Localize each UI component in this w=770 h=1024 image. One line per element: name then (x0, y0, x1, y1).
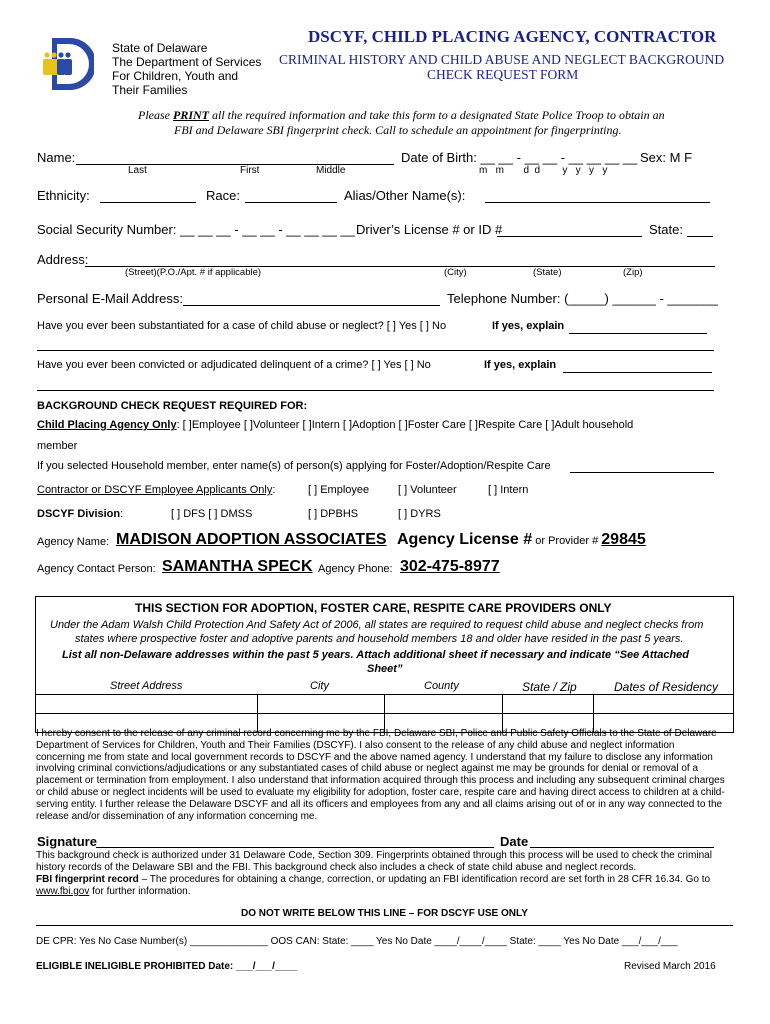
alias-label: Alias/Other Name(s): (344, 188, 466, 203)
signature-label: Signature (37, 834, 97, 849)
contact-label: Agency Contact Person: (37, 563, 156, 575)
consent-line: release and/or dissemination of any information concerning me. (36, 810, 318, 822)
division-dyrs-checkbox[interactable]: [ ] DYRS (398, 508, 441, 520)
providers-line-1: Under the Adam Walsh Child Protection And Safety Act of 2006, all states are required to request child abuse and neglect checks from (50, 619, 704, 631)
col-street: Street Address (110, 680, 183, 692)
agency-line: Their Families (112, 83, 188, 97)
fbi-text: – The procedures for obtaining a change, correction, or updating an FBI identification record are set forth in 28 CFR 16.34. Go to (138, 874, 711, 885)
contractor-row (37, 484, 275, 496)
dates-cell[interactable] (594, 695, 734, 714)
date-field[interactable] (530, 847, 714, 848)
fbi-line (36, 874, 710, 885)
street-cell[interactable] (36, 695, 258, 714)
contractor-volunteer-checkbox[interactable]: [ ] Volunteer (398, 484, 457, 496)
office-divider (36, 925, 733, 926)
eligibility-line: ELIGIBLE INELIGIBLE PROHIBITED Date: ___/___/____ (36, 961, 298, 972)
agency-license (397, 531, 646, 549)
authority-line-1: This background check is authorized under 31 Delaware Code, Section 309. Fingerprints obtained through this process will be used to check the criminal (36, 850, 712, 861)
contact-value: SAMANTHA SPECK (162, 558, 313, 575)
intro-text: Please (138, 108, 173, 122)
phone-field[interactable]: Telephone Number: (_____) ______ - _______ (447, 291, 719, 306)
addr-sub-zip: (Zip) (623, 267, 643, 278)
agency-name-value: MADISON ADOPTION ASSOCIATES (116, 531, 387, 548)
county-cell[interactable] (385, 695, 503, 714)
division-dfs-dmss-checkbox[interactable]: [ ] DFS [ ] DMSS (171, 508, 253, 520)
provider-label: or Provider # (532, 535, 602, 547)
consent-line: concerning me from state and local government records to DSCYF and the above named agency. I understand that my failure to disclose any information (36, 751, 713, 763)
abuse-explain-field[interactable] (569, 333, 707, 334)
fbi-tail: for further information. (89, 886, 191, 897)
cpa-options-text: : [ ]Employee [ ]Volunteer [ ]Intern [ ]Adoption [ ]Foster Care [ ]Respite Care [ ]Adult household (176, 419, 634, 431)
consent-line: serving entity. I further release the Delaware DSCYF and all its officers and employees from any and all claims arising out of or in any way connected to the (36, 798, 723, 810)
consent-line: I hereby consent to the release of any criminal record concerning me by the FBI, Delaware SBI, Police and Public Safety Officials to the State of Delaware (36, 728, 717, 739)
ethnicity-field[interactable] (100, 202, 196, 203)
addr-sub-street: (Street)(P.O./Apt. # if applicable) (125, 267, 262, 278)
crime-explain-label: If yes, explain (484, 359, 557, 371)
race-label: Race: (206, 188, 240, 203)
intro-text: all the required information and take this form to a designated State Police Troop to obtain an (209, 108, 665, 122)
division-dpbhs-checkbox[interactable]: [ ] DPBHS (308, 508, 359, 520)
providers-line-2: states where prospective foster and adoptive parents and household members 18 and older have resided in the past 5 years. (75, 633, 684, 645)
agency-phone-label: Agency Phone: (318, 563, 393, 575)
dob-field[interactable]: Date of Birth: __ __ - __ __ - __ __ __ __ (401, 150, 638, 165)
state-field[interactable] (687, 236, 713, 237)
email-label: Personal E-Mail Address: (37, 291, 183, 306)
request-heading: BACKGROUND CHECK REQUEST REQUIRED FOR: (37, 400, 308, 412)
dl-label: Driver’s License # or ID # (356, 222, 503, 237)
name-sub-middle: Middle (316, 165, 346, 176)
crime-explain-field[interactable] (563, 372, 712, 373)
cpa-options-wrap: member (37, 440, 78, 452)
signature-field[interactable] (96, 847, 494, 848)
race-field[interactable] (245, 202, 337, 203)
agency-phone-value: 302-475-8977 (400, 558, 500, 575)
do-not-write: DO NOT WRITE BELOW THIS LINE – FOR DSCYF USE ONLY (241, 908, 528, 919)
contractor-colon: : (272, 484, 276, 496)
name-label: Name: (37, 150, 76, 165)
fbi-label: FBI fingerprint record (36, 874, 139, 885)
provider-value: 29845 (601, 531, 646, 548)
agency-name-label: Agency Name: (37, 536, 110, 548)
providers-line-3: List all non-Delaware addresses within the past 5 years. Attach additional sheet if necessary and indicate “See Attached (62, 649, 689, 661)
consent-line: placement or termination from employment. I also understand that information acquired through this process and including any subsequent criminal charges (36, 775, 725, 787)
name-sub-first: First (240, 165, 260, 176)
col-dates: Dates of Residency (614, 680, 719, 694)
email-field[interactable] (183, 305, 440, 306)
abuse-explain-line-2[interactable] (37, 350, 714, 351)
consent-line: or child abuse or neglect incidents will be used to evaluate my eligibility for adoption, foster care, respite care and having direct access to children at a child- (36, 786, 725, 798)
division-colon: : (120, 508, 124, 520)
form-subtitle-1: CRIMINAL HISTORY AND CHILD ABUSE AND NEGLECT BACKGROUND (279, 52, 725, 67)
addr-sub-city: (City) (444, 267, 467, 278)
fbi-link[interactable]: www.fbi.gov (36, 886, 90, 897)
city-cell[interactable] (258, 695, 385, 714)
fbi-line-2 (36, 886, 191, 897)
col-state-zip: State / Zip (522, 680, 577, 694)
contractor-intern-checkbox[interactable]: [ ] Intern (488, 484, 529, 496)
providers-line-4: Sheet” (367, 663, 403, 675)
consent-line: involving criminal convictions/adjudications or any substantiated cases of child abuse or neglect against me may be grounds for denial or removal of a (36, 763, 699, 775)
intro-line-1 (138, 108, 665, 123)
cpa-options[interactable] (37, 419, 633, 431)
agency-line: State of Delaware (112, 41, 208, 55)
form-title: DSCYF, CHILD PLACING AGENCY, CONTRACTOR (308, 27, 717, 46)
address-label: Address: (37, 252, 89, 267)
ssn-field[interactable]: Social Security Number: __ __ __ - __ __ - __ __ __ __ (37, 222, 355, 237)
contractor-label: Contractor or DSCYF Employee Applicants Only (37, 484, 273, 496)
dscyf-logo-icon (38, 36, 94, 92)
dl-field[interactable] (497, 236, 642, 237)
revised-date: Revised March 2016 (624, 961, 716, 972)
table-row (36, 695, 734, 714)
dob-sub: m m d d y y y y (479, 165, 608, 176)
alias-field[interactable] (485, 202, 710, 203)
intro-line-2: FBI and Delaware SBI fingerprint check. Call to schedule an appointment for fingerprinting. (174, 123, 622, 137)
agency-line: For Children, Youth and (112, 69, 239, 83)
crime-explain-line-2[interactable] (37, 390, 714, 391)
name-sub-last: Last (128, 165, 147, 176)
agency-name-block (112, 41, 261, 97)
contractor-employee-checkbox[interactable]: [ ] Employee (308, 484, 370, 496)
sex-field[interactable]: Sex: M F (640, 150, 693, 165)
abuse-question[interactable]: Have you ever been substantiated for a case of child abuse or neglect? [ ] Yes [ ] No (37, 320, 447, 332)
consent-paragraph (36, 728, 736, 822)
household-label: If you selected Household member, enter name(s) of person(s) applying for Foster/Adoption/Respite Care (37, 460, 551, 472)
cpa-label: Child Placing Agency Only (37, 419, 177, 431)
division-row (37, 508, 123, 520)
state-label: State: (649, 222, 683, 237)
authority-line-2: history records of the Delaware SBI and the FBI. This background check also includes a check of state child abuse and neglect records. (36, 862, 637, 873)
name-field[interactable] (76, 164, 394, 165)
ethnicity-label: Ethnicity: (37, 188, 90, 203)
state-zip-cell[interactable] (503, 695, 594, 714)
providers-heading: THIS SECTION FOR ADOPTION, FOSTER CARE, RESPITE CARE PROVIDERS ONLY (135, 601, 612, 615)
division-label: DSCYF Division (37, 508, 121, 520)
date-label: Date (500, 834, 529, 849)
license-label: Agency License # (397, 531, 533, 548)
agency-line: The Department of Services (112, 55, 262, 69)
col-county: County (424, 680, 459, 692)
crime-question[interactable]: Have you ever been convicted or adjudicated delinquent of a crime? [ ] Yes [ ] No (37, 359, 431, 371)
abuse-explain-label: If yes, explain (492, 320, 565, 332)
col-city: City (310, 680, 329, 692)
household-field[interactable] (570, 472, 714, 473)
cpr-line: DE CPR: Yes No Case Number(s) ______________ OOS CAN: State: ____ Yes No Date ____/____/____ State: ____ Yes No Date ___/___/___ (36, 936, 678, 947)
consent-line: Department of Services for Children, Youth and Their Families (DSCYF). I also consent to the release of any child abuse and neglect information (36, 739, 675, 751)
form-subtitle-2: CHECK REQUEST FORM (427, 67, 579, 82)
addr-sub-state: (State) (533, 267, 562, 278)
intro-print: PRINT (173, 108, 209, 122)
